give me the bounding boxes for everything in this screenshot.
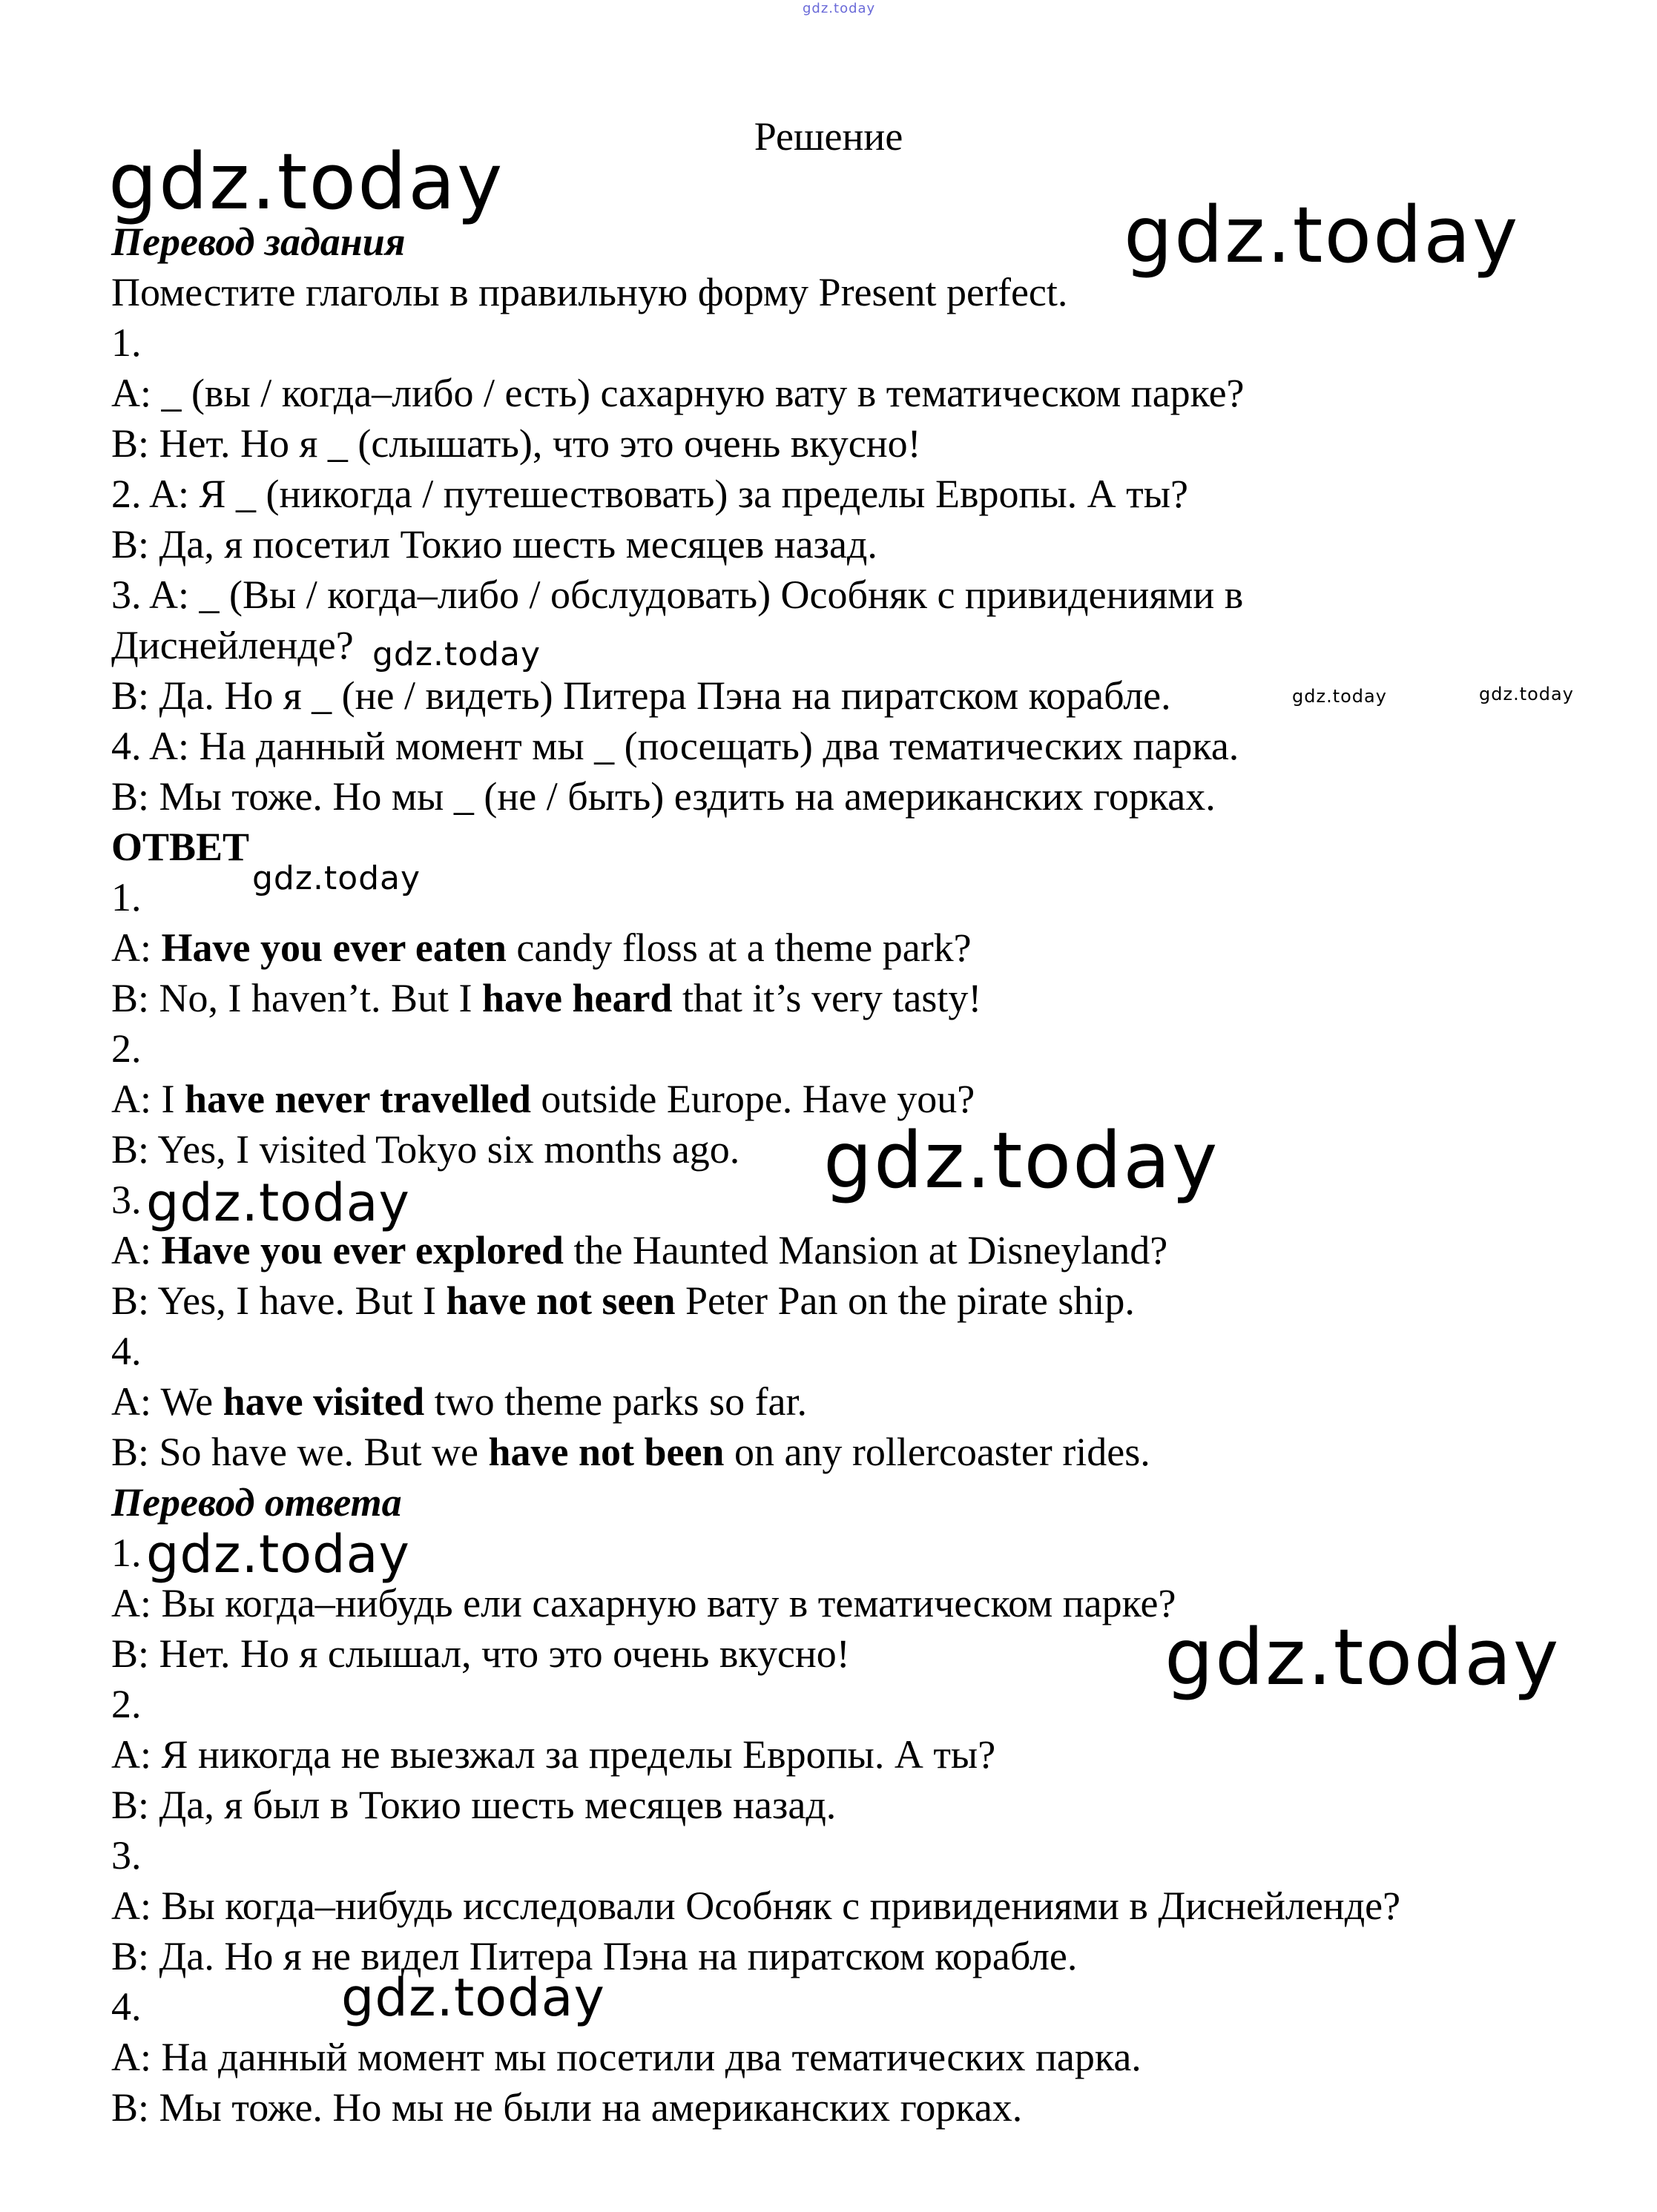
answer-line-2a-post: outside Europe. Have you? <box>530 1077 975 1121</box>
answer-line-1a-post: candy floss at a theme park? <box>506 925 972 970</box>
answer-number-2: 2. <box>111 1026 142 1071</box>
translation-number-4: 4. <box>111 1984 142 2029</box>
answer-line-1a-verb: Have you ever eaten <box>161 925 507 970</box>
translation-line-3a: A: Вы когда–нибудь исследовали Особняк с привидениями в Диснейленде? <box>111 1883 1401 1928</box>
answer-line-4a-verb: have visited <box>223 1379 425 1424</box>
answer-line-4b-pre: B: So have we. But we <box>111 1430 489 1474</box>
task-line-4a: 4. A: На данный момент мы _ (посещать) два тематических парка. <box>111 724 1239 768</box>
answer-line-4b <box>111 1427 1150 1477</box>
answer-line-2a <box>111 1074 975 1124</box>
watermark-11: gdz.today <box>341 1967 605 2028</box>
answer-line-2a-verb: have never travelled <box>184 1077 531 1121</box>
translation-number-3: 3. <box>111 1833 142 1878</box>
answer-line-1b <box>111 973 981 1023</box>
watermark-9: gdz.today <box>146 1524 410 1585</box>
answer-line-3b-pre: B: Yes, I have. But I <box>111 1278 447 1323</box>
answer-heading: ОТВЕТ <box>111 825 250 869</box>
translation-number-2: 2. <box>111 1682 142 1726</box>
task-line-4b: B: Мы тоже. Но мы _ (не / быть) ездить на американских горках. <box>111 774 1216 819</box>
answer-line-3b-post: Peter Pan on the pirate ship. <box>675 1278 1135 1323</box>
answer-line-4b-verb: have not been <box>488 1430 725 1474</box>
answer-line-1b-verb: have heard <box>481 976 673 1020</box>
translation-number-1: 1. <box>111 1531 142 1575</box>
watermark-8: gdz.today <box>146 1172 410 1233</box>
answer-line-1b-pre: B: No, I haven’t. But I <box>111 976 482 1020</box>
translation-line-4b: B: Мы тоже. Но мы не были на американских горках. <box>111 2085 1023 2130</box>
answer-line-3a-post: the Haunted Mansion at Disneyland? <box>563 1228 1168 1272</box>
answer-line-1a-pre: A: <box>111 925 162 970</box>
answer-line-3a-pre: A: <box>111 1228 162 1272</box>
task-line-3b: B: Да. Но я _ (не / видеть) Питера Пэна на пиратском корабле. <box>111 673 1171 718</box>
watermark-2: gdz.today <box>1124 190 1520 280</box>
task-line-1a: A: _ (вы / когда–либо / есть) сахарную вату в тематическом парке? <box>111 371 1245 415</box>
task-line-3a: 3. A: _ (Вы / когда–либо / обслудовать) Особняк с привидениями в <box>111 572 1244 617</box>
watermark-top: gdz.today <box>803 1 876 16</box>
answer-line-3b <box>111 1275 1135 1326</box>
translation-line-1a: A: Вы когда–нибудь ели сахарную вату в тематическом парке? <box>111 1581 1176 1625</box>
watermark-10: gdz.today <box>1164 1612 1561 1703</box>
task-line-3a-cont: Диснейленде? <box>111 623 354 667</box>
page-title: Решение <box>754 114 903 159</box>
answer-number-4: 4. <box>111 1329 142 1373</box>
answer-line-3a <box>111 1225 1167 1275</box>
translation-line-2a: A: Я никогда не выезжал за пределы Европы. А ты? <box>111 1732 996 1777</box>
answer-line-4a-post: two theme parks so far. <box>424 1379 808 1424</box>
task-instruction: Поместите глаголы в правильную форму Present perfect. <box>111 270 1068 314</box>
watermark-7: gdz.today <box>823 1115 1219 1206</box>
translation-heading: Перевод ответа <box>111 1480 402 1525</box>
answer-number-1: 1. <box>111 875 142 920</box>
task-number-1: 1. <box>111 320 142 365</box>
answer-line-4a <box>111 1376 807 1427</box>
answer-line-2a-pre: A: I <box>111 1077 185 1121</box>
answer-line-4b-post: on any rollercoaster rides. <box>724 1430 1150 1474</box>
watermark-6: gdz.today <box>252 859 421 897</box>
answer-line-2b: B: Yes, I visited Tokyo six months ago. <box>111 1127 740 1172</box>
translation-line-4a: A: На данный момент мы посетили два тематических парка. <box>111 2035 1142 2079</box>
translation-line-2b: B: Да, я был в Токио шесть месяцев назад. <box>111 1783 837 1827</box>
watermark-1: gdz.today <box>108 136 504 227</box>
answer-line-3a-verb: Have you ever explored <box>161 1228 564 1272</box>
answer-line-1a <box>111 922 972 973</box>
task-heading: Перевод задания <box>111 219 406 264</box>
answer-number-3: 3. <box>111 1178 142 1222</box>
answer-line-1b-post: that it’s very tasty! <box>672 976 982 1020</box>
task-line-2b: B: Да, я посетил Токио шесть месяцев назад. <box>111 522 877 567</box>
watermark-3: gdz.today <box>372 635 541 673</box>
translation-line-1b: B: Нет. Но я слышал, что это очень вкусно! <box>111 1631 850 1676</box>
answer-line-3b-verb: have not seen <box>446 1278 676 1323</box>
task-line-1b: B: Нет. Но я _ (слышать), что это очень вкусно! <box>111 421 921 466</box>
task-line-2a: 2. A: Я _ (никогда / путешествовать) за пределы Европы. А ты? <box>111 472 1188 516</box>
watermark-4: gdz.today <box>1292 686 1387 707</box>
answer-line-4a-pre: A: We <box>111 1379 223 1424</box>
watermark-5: gdz.today <box>1479 684 1574 704</box>
translation-line-3b: B: Да. Но я не видел Питера Пэна на пиратском корабле. <box>111 1934 1078 1978</box>
